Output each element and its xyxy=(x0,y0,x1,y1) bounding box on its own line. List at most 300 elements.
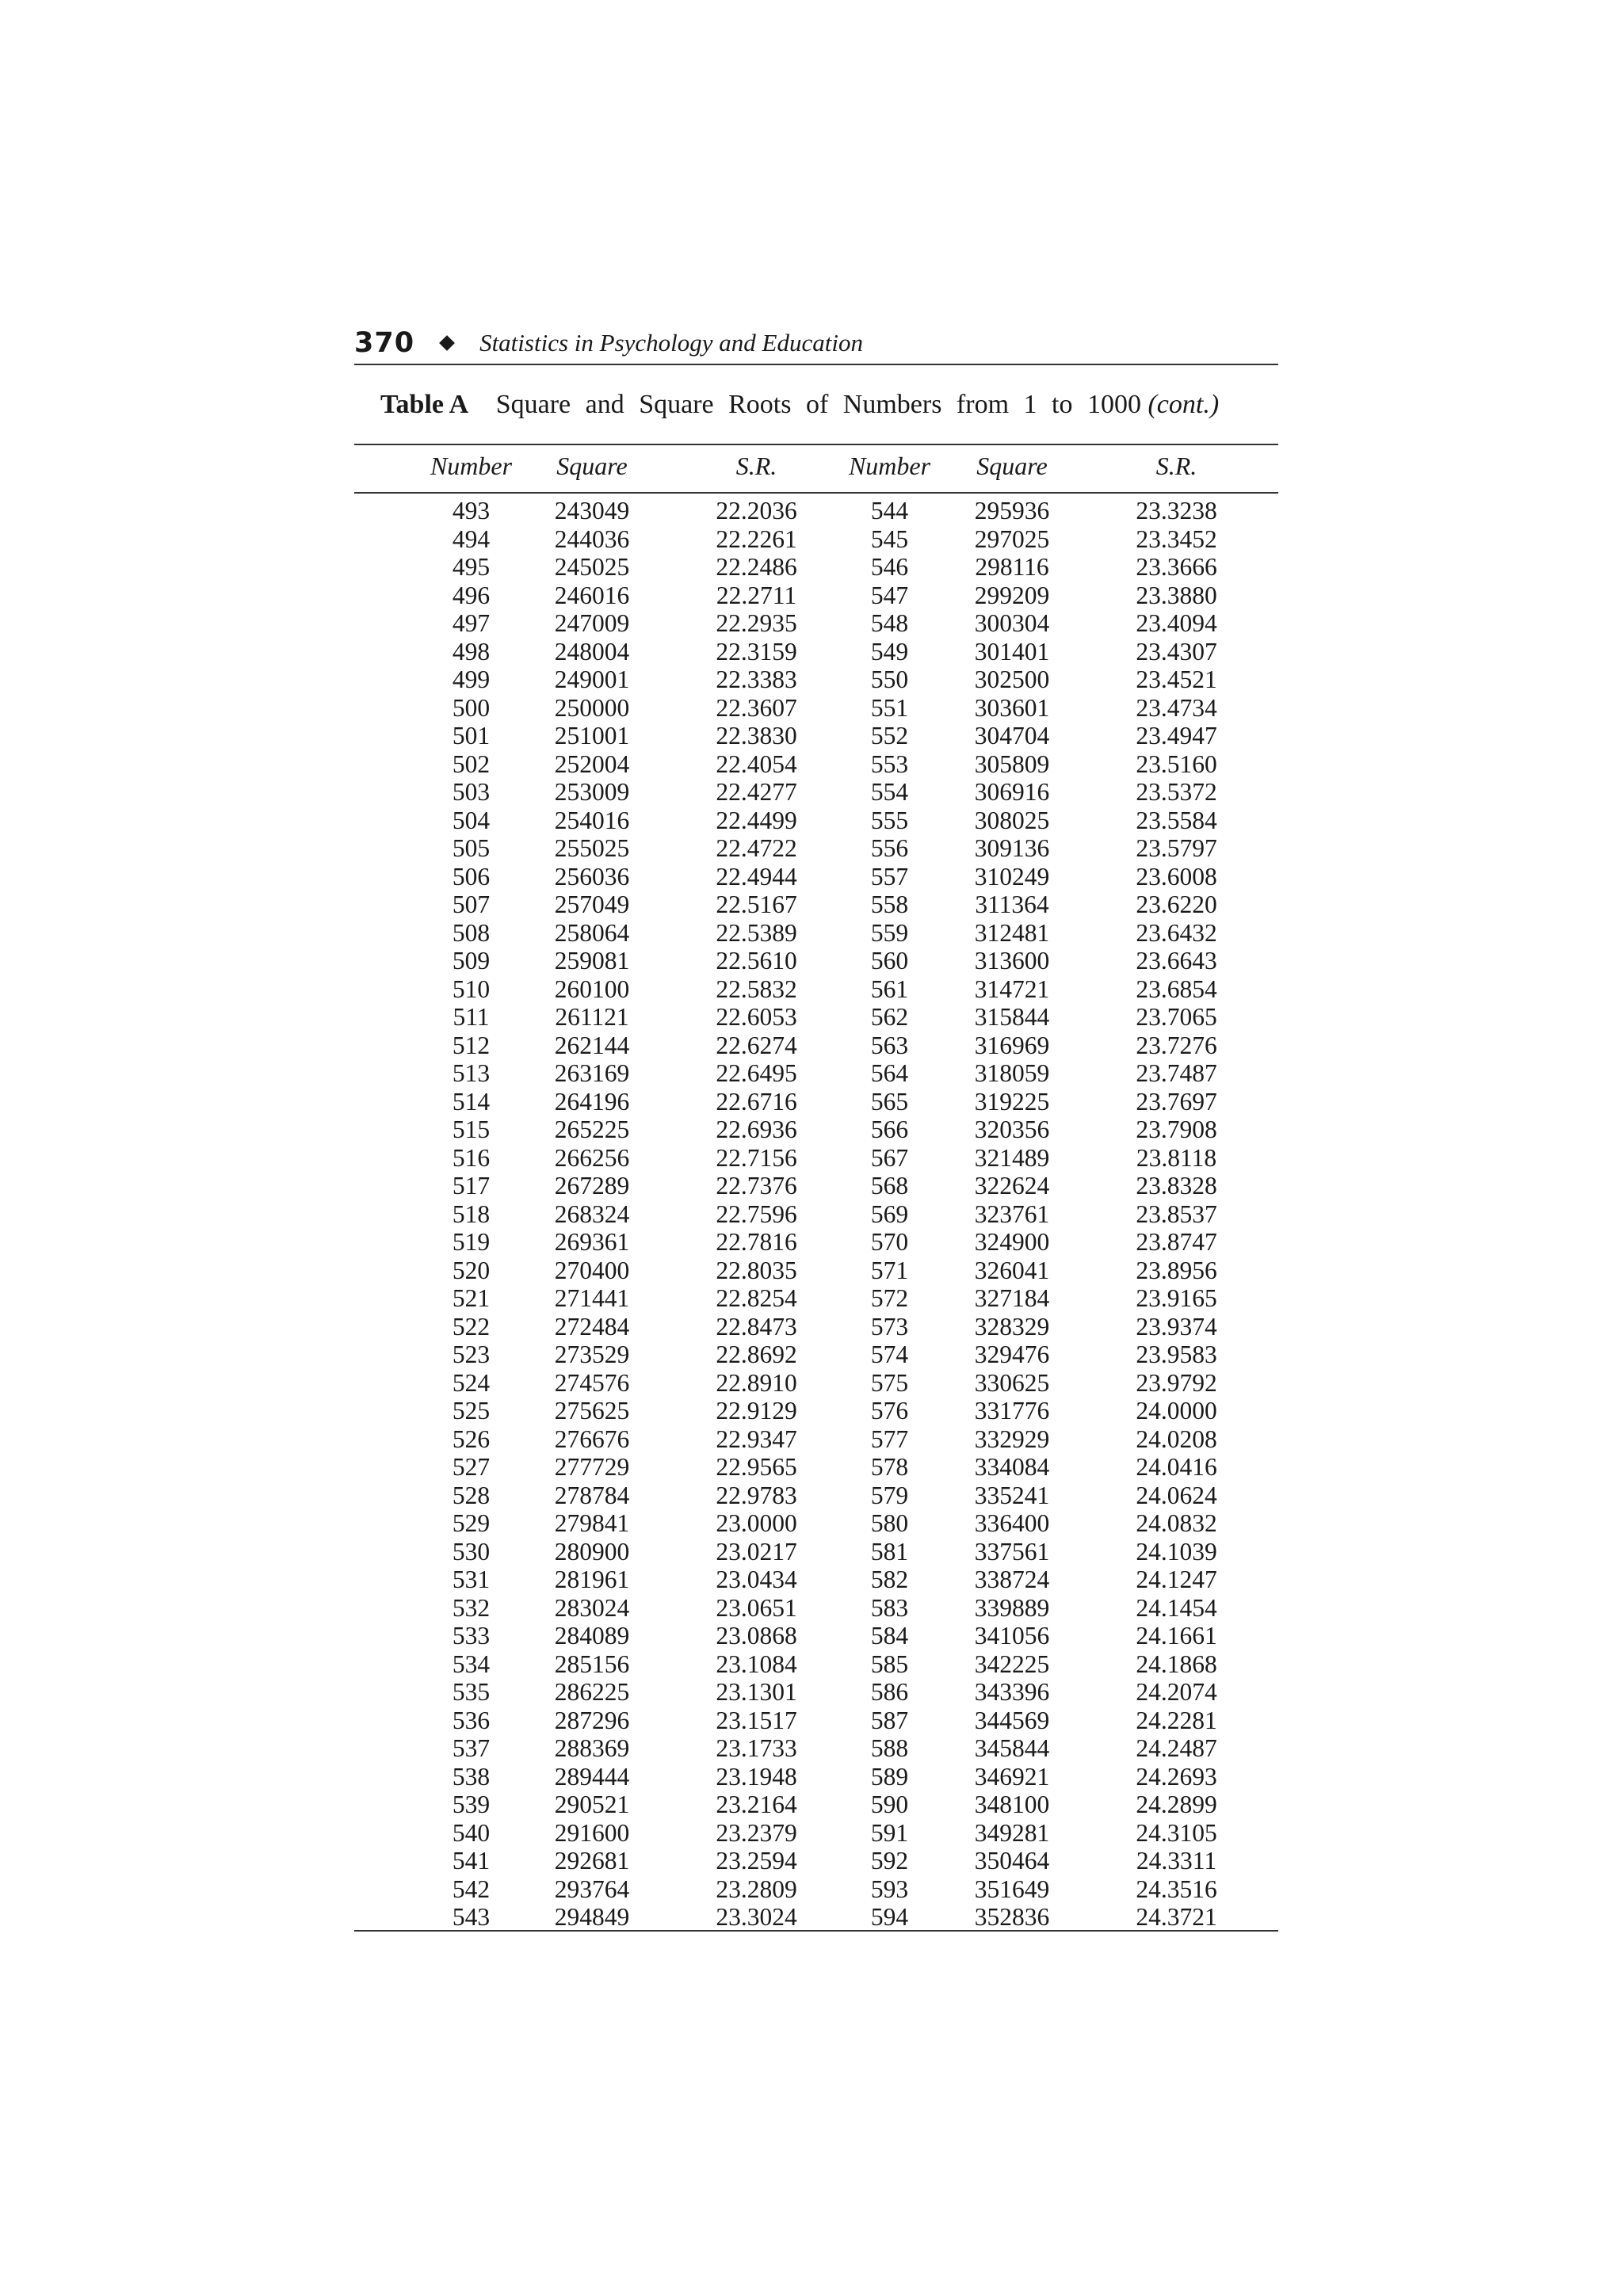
cell-square-root: 23.8537 xyxy=(1136,1199,1217,1228)
cell-square-root: 24.2899 xyxy=(1136,1791,1217,1818)
cell-square-root: 22.8692 xyxy=(716,1341,797,1368)
cell-square-root: 23.7908 xyxy=(1136,1116,1217,1143)
cell-square-root: 23.7276 xyxy=(1136,1031,1217,1059)
cell-number: 588 xyxy=(870,1734,909,1762)
cell-square: 268324 xyxy=(554,1199,630,1228)
cell-square: 338724 xyxy=(974,1566,1050,1593)
cell-square-root: 23.2379 xyxy=(716,1818,797,1847)
column-header-square-root: S.R. xyxy=(1155,452,1197,480)
cell-square-root: 23.3666 xyxy=(1136,553,1217,581)
cell-square-root: 24.1661 xyxy=(1136,1622,1217,1650)
table-row xyxy=(354,750,1278,779)
cell-square-root: 22.7816 xyxy=(716,1228,797,1256)
table-label: Table A xyxy=(380,390,469,419)
table-row xyxy=(354,1622,1278,1650)
cell-number: 535 xyxy=(452,1678,491,1706)
cell-number: 582 xyxy=(870,1566,909,1593)
table-row xyxy=(354,553,1278,582)
table-row xyxy=(354,1594,1278,1623)
cell-square-root: 24.0416 xyxy=(1136,1453,1217,1481)
cell-square: 247009 xyxy=(554,609,630,637)
cell-square: 254016 xyxy=(554,806,630,834)
cell-number: 510 xyxy=(452,974,491,1003)
cell-number: 565 xyxy=(870,1087,909,1116)
cell-number: 568 xyxy=(870,1172,909,1199)
cell-square: 292681 xyxy=(554,1847,630,1875)
column-header-square-root: S.R. xyxy=(735,452,777,480)
cell-number: 573 xyxy=(870,1312,909,1341)
table-row xyxy=(354,694,1278,723)
cell-square-root: 22.9129 xyxy=(716,1397,797,1425)
cell-number: 557 xyxy=(870,862,909,891)
cell-number: 592 xyxy=(870,1847,909,1875)
cell-square-root: 23.4307 xyxy=(1136,637,1217,666)
cell-square-root: 22.2486 xyxy=(716,553,797,581)
cell-number: 494 xyxy=(452,524,491,553)
cell-number: 504 xyxy=(452,806,491,834)
cell-number: 519 xyxy=(452,1228,491,1256)
cell-number: 524 xyxy=(452,1368,491,1397)
cell-square-root: 23.7697 xyxy=(1136,1087,1217,1116)
column-header-number: Number xyxy=(430,452,513,480)
running-head xyxy=(354,323,1278,363)
cell-number: 545 xyxy=(870,524,909,553)
cell-number: 577 xyxy=(870,1425,909,1453)
table-row xyxy=(354,1369,1278,1398)
cell-number: 518 xyxy=(452,1199,491,1228)
cell-square: 243049 xyxy=(554,497,630,524)
cell-square: 290521 xyxy=(554,1791,630,1818)
cell-square: 293764 xyxy=(554,1875,630,1903)
cell-number: 517 xyxy=(452,1172,491,1199)
cell-number: 509 xyxy=(452,947,491,974)
cell-number: 512 xyxy=(452,1031,491,1059)
table-row xyxy=(354,863,1278,891)
table-row xyxy=(354,1734,1278,1763)
cell-number: 590 xyxy=(870,1791,909,1818)
cell-number: 520 xyxy=(452,1256,491,1284)
table-row xyxy=(354,1003,1278,1032)
cell-square-root: 23.4947 xyxy=(1136,722,1217,749)
cell-square-root: 22.6495 xyxy=(716,1059,797,1087)
cell-square: 273529 xyxy=(554,1341,630,1368)
table-row xyxy=(354,1678,1278,1707)
cell-number: 555 xyxy=(870,806,909,834)
cell-square-root: 23.9583 xyxy=(1136,1341,1217,1368)
cell-square: 328329 xyxy=(974,1312,1050,1341)
cell-square: 349281 xyxy=(974,1818,1050,1847)
cell-square: 259081 xyxy=(554,947,630,974)
table-row xyxy=(354,1650,1278,1679)
cell-square: 291600 xyxy=(554,1818,630,1847)
cell-number: 594 xyxy=(870,1903,909,1931)
cell-square-root: 23.1084 xyxy=(716,1650,797,1678)
table-row xyxy=(354,1509,1278,1538)
cell-square-root: 22.5389 xyxy=(716,918,797,947)
cell-number: 554 xyxy=(870,778,909,806)
cell-square: 323761 xyxy=(974,1199,1050,1228)
cell-number: 493 xyxy=(452,497,491,524)
table-row xyxy=(354,609,1278,638)
cell-square-root: 22.8910 xyxy=(716,1368,797,1397)
cell-number: 580 xyxy=(870,1509,909,1537)
cell-number: 589 xyxy=(870,1762,909,1791)
cell-number: 503 xyxy=(452,778,491,806)
cell-number: 571 xyxy=(870,1256,909,1284)
table-row xyxy=(354,834,1278,863)
cell-square-root: 22.3607 xyxy=(716,693,797,722)
table-row xyxy=(354,975,1278,1004)
cell-square: 322624 xyxy=(974,1172,1050,1199)
cell-number: 505 xyxy=(452,834,491,862)
cell-number: 564 xyxy=(870,1059,909,1087)
cell-square: 302500 xyxy=(974,666,1050,693)
cell-square-root: 22.3830 xyxy=(716,722,797,749)
table-row xyxy=(354,1341,1278,1369)
cell-square-root: 23.8956 xyxy=(1136,1256,1217,1284)
cell-number: 516 xyxy=(452,1143,491,1172)
cell-square: 279841 xyxy=(554,1509,630,1537)
cell-square: 341056 xyxy=(974,1622,1050,1650)
cell-number: 522 xyxy=(452,1312,491,1341)
cell-square: 260100 xyxy=(554,974,630,1003)
cell-square-root: 23.1948 xyxy=(716,1762,797,1791)
cell-number: 543 xyxy=(452,1903,491,1931)
cell-number: 529 xyxy=(452,1509,491,1537)
table-row xyxy=(354,947,1278,975)
cell-square: 319225 xyxy=(974,1087,1050,1116)
cell-square-root: 23.1301 xyxy=(716,1678,797,1706)
cell-square-root: 23.9792 xyxy=(1136,1368,1217,1397)
table-row xyxy=(354,1791,1278,1819)
cell-square: 306916 xyxy=(974,778,1050,806)
cell-square: 351649 xyxy=(974,1875,1050,1903)
cell-square: 261121 xyxy=(555,1003,629,1031)
cell-square: 301401 xyxy=(974,637,1050,666)
table-row xyxy=(354,1172,1278,1200)
cell-square: 248004 xyxy=(554,637,630,666)
column-header-square: Square xyxy=(976,452,1048,480)
cell-square-root: 23.0217 xyxy=(716,1537,797,1566)
cell-number: 525 xyxy=(452,1397,491,1425)
column-header-number: Number xyxy=(848,452,931,480)
cell-square-root: 22.9565 xyxy=(716,1453,797,1481)
cell-square-root: 24.1039 xyxy=(1136,1537,1217,1566)
cell-number: 508 xyxy=(452,918,491,947)
cell-square: 310249 xyxy=(974,862,1050,891)
cell-square-root: 22.4944 xyxy=(716,862,797,891)
cell-number: 511 xyxy=(453,1003,490,1031)
diamond-icon xyxy=(439,335,455,351)
cell-square: 244036 xyxy=(554,524,630,553)
cell-square-root: 22.6716 xyxy=(716,1087,797,1116)
cell-number: 506 xyxy=(452,862,491,891)
cell-number: 513 xyxy=(452,1059,491,1087)
cell-number: 531 xyxy=(452,1566,491,1593)
cell-square-root: 24.1247 xyxy=(1136,1566,1217,1593)
cell-square: 275625 xyxy=(554,1397,630,1425)
cell-square: 249001 xyxy=(554,666,630,693)
cell-number: 544 xyxy=(870,497,909,524)
cell-square: 278784 xyxy=(554,1481,630,1509)
table-row xyxy=(354,891,1278,919)
cell-square-root: 24.0000 xyxy=(1136,1397,1217,1425)
cell-number: 562 xyxy=(870,1003,909,1031)
cell-square: 305809 xyxy=(974,749,1050,778)
cell-square-root: 22.2935 xyxy=(716,609,797,637)
cell-number: 527 xyxy=(452,1453,491,1481)
cell-number: 523 xyxy=(452,1341,491,1368)
cell-square: 253009 xyxy=(554,778,630,806)
cell-square-root: 23.0868 xyxy=(716,1622,797,1650)
cell-number: 552 xyxy=(870,722,909,749)
cell-square: 342225 xyxy=(974,1650,1050,1678)
cell-number: 561 xyxy=(870,974,909,1003)
cell-square-root: 24.0832 xyxy=(1136,1509,1217,1537)
cell-number: 558 xyxy=(870,891,909,918)
cell-square: 257049 xyxy=(554,891,630,918)
cell-number: 500 xyxy=(452,693,491,722)
cell-number: 578 xyxy=(870,1453,909,1481)
cell-number: 559 xyxy=(870,918,909,947)
cell-square-root: 23.2594 xyxy=(716,1847,797,1875)
cell-square: 274576 xyxy=(554,1368,630,1397)
cell-square-root: 22.4277 xyxy=(716,778,797,806)
table-row xyxy=(354,1228,1278,1257)
cell-square-root: 23.7487 xyxy=(1136,1059,1217,1087)
cell-square: 352836 xyxy=(974,1903,1050,1931)
cell-square-root: 22.4499 xyxy=(716,806,797,834)
cell-square: 264196 xyxy=(554,1087,630,1116)
cell-square-root: 22.5610 xyxy=(716,947,797,974)
cell-square-root: 24.2281 xyxy=(1136,1706,1217,1734)
table-row xyxy=(354,525,1278,554)
cell-square: 283024 xyxy=(554,1593,630,1622)
cell-number: 591 xyxy=(870,1818,909,1847)
cell-square: 266256 xyxy=(554,1143,630,1172)
cell-square-root: 23.2809 xyxy=(716,1875,797,1903)
cell-square: 297025 xyxy=(974,524,1050,553)
cell-square: 346921 xyxy=(974,1762,1050,1791)
table-row xyxy=(354,1482,1278,1510)
cell-square-root: 23.5160 xyxy=(1136,749,1217,778)
table-row xyxy=(354,1538,1278,1566)
cell-square-root: 23.4734 xyxy=(1136,693,1217,722)
cell-square-root: 22.7376 xyxy=(716,1172,797,1199)
cell-number: 502 xyxy=(452,749,491,778)
cell-square-root: 24.3311 xyxy=(1136,1847,1217,1875)
table-row xyxy=(354,582,1278,610)
cell-square-root: 23.9374 xyxy=(1136,1312,1217,1341)
table-row xyxy=(354,1059,1278,1088)
cell-square-root: 24.2487 xyxy=(1136,1734,1217,1762)
cell-number: 526 xyxy=(452,1425,491,1453)
cell-square-root: 23.7065 xyxy=(1136,1003,1217,1031)
cell-square-root: 23.3452 xyxy=(1136,524,1217,553)
cell-number: 540 xyxy=(452,1818,491,1847)
cell-number: 534 xyxy=(452,1650,491,1678)
cell-number: 579 xyxy=(870,1481,909,1509)
cell-square-root: 23.3880 xyxy=(1136,581,1217,609)
cell-square: 339889 xyxy=(974,1593,1050,1622)
cell-square-root: 22.3383 xyxy=(716,666,797,693)
cell-square: 320356 xyxy=(974,1116,1050,1143)
cell-square-root: 23.6432 xyxy=(1136,918,1217,947)
cell-square: 277729 xyxy=(554,1453,630,1481)
cell-square-root: 22.7596 xyxy=(716,1199,797,1228)
cell-square-root: 23.8328 xyxy=(1136,1172,1217,1199)
cell-number: 550 xyxy=(870,666,909,693)
cell-square-root: 23.3238 xyxy=(1136,497,1217,524)
cell-number: 570 xyxy=(870,1228,909,1256)
cell-square-root: 24.1454 xyxy=(1136,1593,1217,1622)
cell-square-root: 22.2261 xyxy=(716,524,797,553)
cell-square: 308025 xyxy=(974,806,1050,834)
cell-square-root: 23.1517 xyxy=(716,1706,797,1734)
cell-number: 587 xyxy=(870,1706,909,1734)
cell-square: 272484 xyxy=(554,1312,630,1341)
cell-square: 331776 xyxy=(974,1397,1050,1425)
cell-square: 298116 xyxy=(975,553,1049,581)
cell-square-root: 22.5167 xyxy=(716,891,797,918)
cell-square: 280900 xyxy=(554,1537,630,1566)
cell-square: 345844 xyxy=(974,1734,1050,1762)
page-number: 370 xyxy=(354,327,415,359)
table-row xyxy=(354,1819,1278,1848)
table-title: Square and Square Roots of Numbers from 1 to 1000 xyxy=(495,390,1141,419)
cell-number: 514 xyxy=(452,1087,491,1116)
cell-square: 295936 xyxy=(974,497,1050,524)
cell-number: 551 xyxy=(870,693,909,722)
cell-number: 575 xyxy=(870,1368,909,1397)
cell-number: 563 xyxy=(870,1031,909,1059)
cell-square-root: 22.7156 xyxy=(716,1143,797,1172)
table-bottom-rule xyxy=(354,1930,1278,1932)
cell-square: 245025 xyxy=(554,553,630,581)
cell-square: 258064 xyxy=(554,918,630,947)
cell-number: 539 xyxy=(452,1791,491,1818)
cell-square: 332929 xyxy=(974,1425,1050,1453)
cell-number: 538 xyxy=(452,1762,491,1791)
cell-square-root: 23.1733 xyxy=(716,1734,797,1762)
table-row xyxy=(354,722,1278,750)
cell-square-root: 23.0434 xyxy=(716,1566,797,1593)
cell-square-root: 22.9783 xyxy=(716,1481,797,1509)
table-row xyxy=(354,638,1278,666)
cell-square-root: 24.3105 xyxy=(1136,1818,1217,1847)
table-row xyxy=(354,1144,1278,1173)
table-row xyxy=(354,1763,1278,1791)
cell-square-root: 23.8118 xyxy=(1136,1143,1217,1172)
table-caption xyxy=(380,390,1268,420)
cell-square: 344569 xyxy=(974,1706,1050,1734)
cell-number: 581 xyxy=(870,1537,909,1566)
cell-square-root: 23.6220 xyxy=(1136,891,1217,918)
cell-square: 287296 xyxy=(554,1706,630,1734)
cell-square-root: 23.6008 xyxy=(1136,862,1217,891)
cell-square: 285156 xyxy=(554,1650,630,1678)
table-row xyxy=(354,1284,1278,1313)
table-row xyxy=(354,1425,1278,1454)
cell-square: 246016 xyxy=(554,581,630,609)
cell-square: 314721 xyxy=(974,974,1050,1003)
header-bottom-rule xyxy=(354,492,1278,494)
cell-square: 294849 xyxy=(554,1903,630,1931)
cell-square: 313600 xyxy=(974,947,1050,974)
cell-square: 350464 xyxy=(974,1847,1050,1875)
table-row xyxy=(354,1032,1278,1060)
cell-number: 572 xyxy=(870,1284,909,1312)
cell-square: 343396 xyxy=(974,1678,1050,1706)
cell-number: 547 xyxy=(870,581,909,609)
cell-square: 309136 xyxy=(974,834,1050,862)
cell-square-root: 23.5372 xyxy=(1136,778,1217,806)
table-row xyxy=(354,1875,1278,1904)
cell-square-root: 22.6053 xyxy=(716,1003,797,1031)
cell-number: 496 xyxy=(452,581,491,609)
table-row xyxy=(354,1088,1278,1116)
cell-square: 318059 xyxy=(974,1059,1050,1087)
cell-number: 585 xyxy=(870,1650,909,1678)
cell-number: 530 xyxy=(452,1537,491,1566)
cell-square-root: 23.8747 xyxy=(1136,1228,1217,1256)
cell-number: 556 xyxy=(870,834,909,862)
cell-number: 576 xyxy=(870,1397,909,1425)
cell-square: 265225 xyxy=(554,1116,630,1143)
cell-square-root: 22.9347 xyxy=(716,1425,797,1453)
table-row xyxy=(354,666,1278,694)
book-title: Statistics in Psychology and Education xyxy=(479,329,863,357)
cell-square-root: 23.5584 xyxy=(1136,806,1217,834)
cell-square: 281961 xyxy=(554,1566,630,1593)
header-rule xyxy=(354,364,1278,365)
cell-square-root: 24.1868 xyxy=(1136,1650,1217,1678)
cell-square: 252004 xyxy=(554,749,630,778)
cell-square-root: 23.2164 xyxy=(716,1791,797,1818)
cell-square: 324900 xyxy=(974,1228,1050,1256)
cell-square-root: 22.6936 xyxy=(716,1116,797,1143)
cell-square: 348100 xyxy=(974,1791,1050,1818)
cell-square: 276676 xyxy=(554,1425,630,1453)
cell-square-root: 22.2711 xyxy=(716,581,797,609)
table-row xyxy=(354,807,1278,835)
cell-number: 546 xyxy=(870,553,909,581)
cell-number: 574 xyxy=(870,1341,909,1368)
cell-square: 271441 xyxy=(554,1284,630,1312)
cell-square: 255025 xyxy=(554,834,630,862)
table-row xyxy=(354,1453,1278,1482)
cell-square: 270400 xyxy=(554,1256,630,1284)
cell-square: 300304 xyxy=(974,609,1050,637)
cell-square: 256036 xyxy=(554,862,630,891)
cell-number: 560 xyxy=(870,947,909,974)
cell-square: 316969 xyxy=(974,1031,1050,1059)
cell-number: 498 xyxy=(452,637,491,666)
column-headers xyxy=(354,452,1278,486)
cell-square: 315844 xyxy=(974,1003,1050,1031)
cell-number: 541 xyxy=(452,1847,491,1875)
cell-square-root: 22.3159 xyxy=(716,637,797,666)
cell-square: 263169 xyxy=(554,1059,630,1087)
table-row xyxy=(354,1397,1278,1425)
cell-number: 583 xyxy=(870,1593,909,1622)
cell-number: 549 xyxy=(870,637,909,666)
table-row xyxy=(354,1847,1278,1875)
cell-square-root: 23.4521 xyxy=(1136,666,1217,693)
cell-square: 269361 xyxy=(554,1228,630,1256)
cell-square-root: 22.8473 xyxy=(716,1312,797,1341)
cell-number: 593 xyxy=(870,1875,909,1903)
